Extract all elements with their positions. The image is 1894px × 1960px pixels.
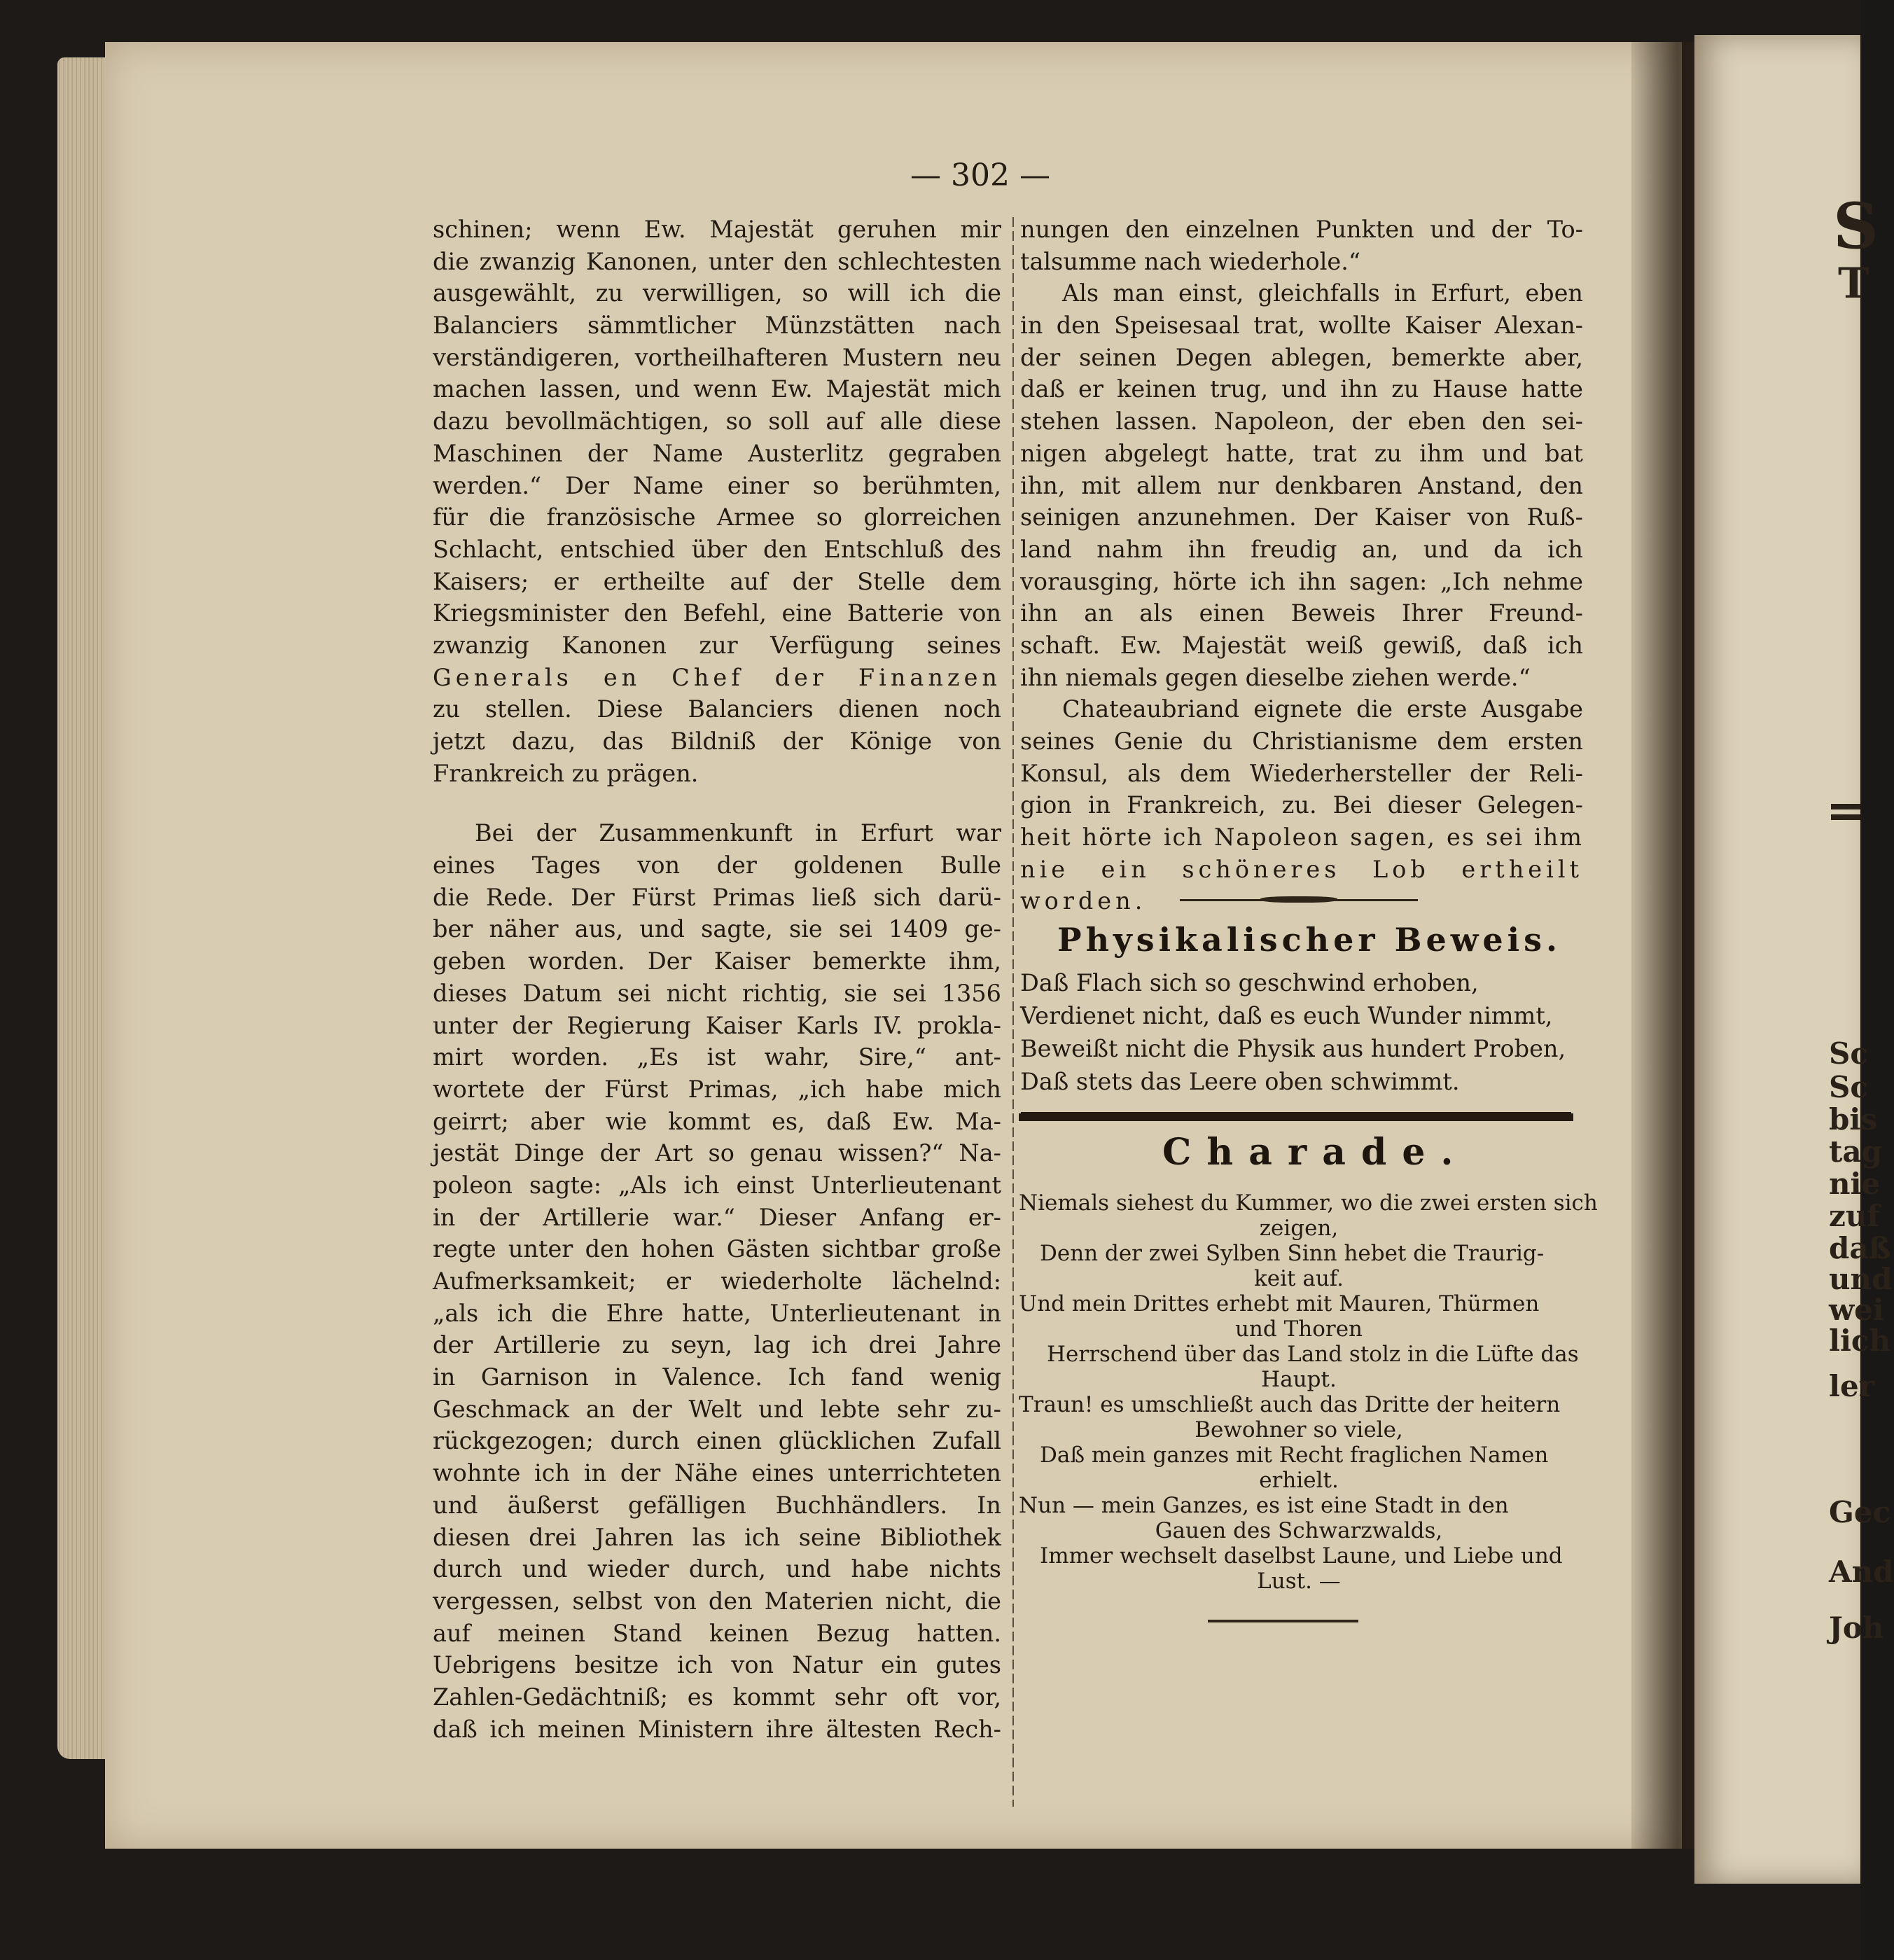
text-line: werden.“ Der Name einer so berühmten, xyxy=(433,471,1001,499)
paragraph-gap xyxy=(433,789,1001,817)
poem-line: zeigen, xyxy=(1259,1216,1339,1241)
text-line: Konsul, als dem Wiederhersteller der Reli- xyxy=(1020,759,1583,787)
poem-line: Daß stets das Leere oben schwimmt. xyxy=(1020,1068,1460,1095)
facing-page-fragment: lich xyxy=(1829,1323,1891,1358)
text-line: unter der Regierung Kaiser Karls IV. prokla- xyxy=(433,1011,1001,1039)
poem-line: erhielt. xyxy=(1259,1468,1339,1493)
facing-page-fragment: tag xyxy=(1829,1134,1882,1169)
text-line: talsumme nach wiederhole.“ xyxy=(1020,247,1361,275)
text-line: Generals en Chef der Finanzen xyxy=(433,663,1001,691)
text-line: schaft. Ew. Majestät weiß gewiß, daß ich xyxy=(1020,631,1583,659)
page-number-header: — 302 — xyxy=(910,158,1050,193)
poem-line: Traun! es umschließt auch das Dritte der heitern xyxy=(1019,1392,1561,1417)
text-line: Schlacht, entschied über den Entschluß des xyxy=(433,535,1001,563)
text-line: schinen; wenn Ew. Majestät geruhen mir xyxy=(433,216,1001,243)
text-line: in der Artillerie war.“ Dieser Anfang er- xyxy=(433,1203,1001,1231)
text-line: in Garnison in Valence. Ich fand wenig xyxy=(433,1363,1001,1391)
text-line: stehen lassen. Napoleon, der eben den sei- xyxy=(1020,408,1583,436)
poem-line: Gauen des Schwarzwalds, xyxy=(1155,1518,1443,1543)
text-line: ihn niemals gegen dieselbe ziehen werde.“ xyxy=(1020,663,1531,691)
text-line: zu stellen. Diese Balanciers dienen noch xyxy=(433,695,1001,723)
text-line: Kriegsminister den Befehl, eine Batterie von xyxy=(433,599,1001,627)
text-line: ihn an als einen Beweis Ihrer Freund- xyxy=(1020,599,1583,627)
poem-line: Bewohner so viele, xyxy=(1195,1417,1403,1443)
text-line: zwanzig Kanonen zur Verfügung seines xyxy=(433,631,1001,659)
text-line: Als man einst, gleichfalls in Erfurt, eben xyxy=(1062,279,1583,307)
facing-page-rule xyxy=(1831,804,1860,809)
facing-page-fragment: Gec xyxy=(1829,1495,1891,1529)
text-line: ihn, mit allem nur denkbaren Anstand, den xyxy=(1020,471,1583,499)
text-line: geben worden. Der Kaiser bemerkte ihm, xyxy=(433,947,1001,975)
facing-page-fragment: Sc xyxy=(1829,1036,1868,1071)
ornamental-separator xyxy=(1260,896,1337,903)
text-line: Balanciers sämmtlicher Münzstätten nach xyxy=(433,312,1001,340)
text-line: der seinen Degen ablegen, bemerkte aber, xyxy=(1020,343,1583,371)
text-line: dieses Datum sei nicht richtig, sie sei 1356 xyxy=(433,979,1001,1007)
text-line: land nahm ihn freudig an, und da ich xyxy=(1020,535,1583,563)
text-line: gion in Frankreich, zu. Bei dieser Gelegen- xyxy=(1020,791,1583,819)
text-line: rückgezogen; durch einen glücklichen Zufall xyxy=(433,1427,1001,1455)
text-line: „als ich die Ehre hatte, Unterlieutenant in xyxy=(433,1299,1001,1327)
text-line: Kaisers; er ertheilte auf der Stelle dem xyxy=(433,567,1001,595)
text-line: daß ich meinen Ministern ihre ältesten Rech- xyxy=(433,1715,1001,1743)
text-line: verständigeren, vortheilhafteren Mustern neu xyxy=(433,343,1001,371)
text-line: Zahlen-Gedächtniß; es kommt sehr oft vor, xyxy=(433,1683,1001,1711)
text-line: nungen den einzelnen Punkten und der To- xyxy=(1020,216,1583,243)
text-line: nie ein schöneres Lob ertheilt xyxy=(1020,855,1583,883)
physik-poem xyxy=(1020,966,1566,1098)
text-line: worden. xyxy=(1020,887,1147,915)
text-line: jestät Dinge der Art so genau wissen?“ Na- xyxy=(433,1139,1001,1167)
facing-page-fragment: Sc xyxy=(1829,1070,1868,1104)
facing-page-fragment: nie xyxy=(1829,1167,1881,1201)
poem-line: und Thoren xyxy=(1234,1316,1363,1342)
text-line: Maschinen der Name Austerlitz gegraben xyxy=(433,439,1001,467)
left-column xyxy=(433,214,1001,1745)
text-line: Geschmack an der Welt und lebte sehr zu- xyxy=(433,1395,1001,1423)
poem-line: Immer wechselt daselbst Laune, und Liebe und xyxy=(1040,1543,1563,1569)
text-line: poleon sagte: „Als ich einst Unterlieutenant xyxy=(433,1171,1001,1199)
text-line: geirrt; aber wie kommt es, daß Ew. Ma- xyxy=(433,1107,1001,1135)
poem-line: Und mein Drittes erhebt mit Mauren, Thürmen xyxy=(1019,1291,1540,1316)
facing-page-fragment: daß xyxy=(1829,1231,1891,1265)
facing-page-rule xyxy=(1831,814,1860,820)
facing-page-fragment: S xyxy=(1833,189,1879,263)
text-line: der Artillerie zu seyn, lag ich drei Jahre xyxy=(433,1331,1001,1359)
right-column xyxy=(1020,214,1583,917)
poem-line: Niemals siehest du Kummer, wo die zwei ersten sich xyxy=(1019,1190,1598,1216)
facing-page-fragment: zuf xyxy=(1829,1199,1880,1233)
text-line: für die französische Armee so glorreichen xyxy=(433,503,1001,531)
poem-line: Nun — mein Ganzes, es ist eine Stadt in den xyxy=(1019,1493,1509,1518)
facing-page xyxy=(1694,35,1860,1884)
poem-line: keit auf. xyxy=(1253,1266,1344,1291)
facing-page-fragment: Joh xyxy=(1829,1611,1884,1645)
text-line: Frankreich zu prägen. xyxy=(433,759,699,787)
text-line: diesen drei Jahren las ich seine Bibliothek xyxy=(433,1523,1001,1551)
text-line: und äußerst gefälligen Buchhändlers. In xyxy=(433,1491,1001,1519)
poem-line: Beweißt nicht die Physik aus hundert Proben, xyxy=(1020,1035,1566,1062)
facing-page-fragment: und xyxy=(1829,1262,1893,1296)
text-line: dazu bevollmächtigen, so soll auf alle diese xyxy=(433,408,1001,436)
text-line: heit hörte ich Napoleon sagen, es sei ihm xyxy=(1020,823,1583,852)
facing-page-fragment: ler xyxy=(1829,1369,1874,1403)
text-line: machen lassen, und wenn Ew. Majestät mich xyxy=(433,375,1001,403)
text-line: mirt worden. „Es ist wahr, Sire,“ ant- xyxy=(433,1043,1001,1071)
end-rule xyxy=(1208,1620,1358,1622)
poem-line: Verdienet nicht, daß es euch Wunder nimmt, xyxy=(1020,1002,1553,1029)
text-line: seines Genie du Christianisme dem ersten xyxy=(1020,728,1583,755)
text-line: auf meinen Stand keinen Bezug hatten. xyxy=(433,1619,1001,1647)
section-title-physik: Physikalischer Beweis. xyxy=(1057,921,1562,959)
text-line: ber näher aus, und sagte, sie sei 1409 ge- xyxy=(433,915,1001,943)
facing-page-fragment: T xyxy=(1838,259,1869,308)
text-line: jetzt dazu, das Bildniß der Könige von xyxy=(433,728,1001,755)
text-line: ausgewählt, zu verwilligen, so will ich die xyxy=(433,279,1001,307)
section-rule xyxy=(1019,1113,1573,1121)
poem-line: Herrschend über das Land stolz in die Lüfte das xyxy=(1047,1342,1579,1367)
poem-line: Daß Flach sich so geschwind erhoben, xyxy=(1020,969,1479,996)
facing-page-fragment: wei xyxy=(1829,1293,1884,1327)
poem-line: Haupt. xyxy=(1261,1367,1337,1392)
text-line: eines Tages von der goldenen Bulle xyxy=(433,852,1001,880)
text-line: vorausging, hörte ich ihn sagen: „Ich nehme xyxy=(1020,567,1583,595)
text-line: Uebrigens besitze ich von Natur ein gutes xyxy=(433,1651,1001,1679)
text-line: wohnte ich in der Nähe eines unterrichteten xyxy=(433,1459,1001,1487)
section-title-charade: Charade. xyxy=(1162,1131,1469,1174)
text-line: die Rede. Der Fürst Primas ließ sich darü- xyxy=(433,883,1001,911)
text-line: daß er keinen trug, und ihn zu Hause hatte xyxy=(1020,375,1583,403)
charade-poem xyxy=(1019,1190,1598,1594)
text-line: die zwanzig Kanonen, unter den schlechtesten xyxy=(433,247,1001,275)
text-line: seinigen anzunehmen. Der Kaiser von Ruß- xyxy=(1020,503,1583,531)
text-line: Aufmerksamkeit; er wiederholte lächelnd: xyxy=(433,1267,1001,1295)
text-line: in den Speisesaal trat, wollte Kaiser Alexan- xyxy=(1020,312,1583,340)
text-line: vergessen, selbst von den Materien nicht, die xyxy=(433,1587,1001,1615)
text-line: durch und wieder durch, und habe nichts xyxy=(433,1555,1001,1583)
text-line: wortete der Fürst Primas, „ich habe mich xyxy=(433,1075,1001,1103)
poem-line: Daß mein ganzes mit Recht fraglichen Namen xyxy=(1040,1443,1549,1468)
column-divider xyxy=(1012,217,1014,1807)
text-line: regte unter den hohen Gästen sichtbar große xyxy=(433,1235,1001,1263)
facing-page-fragment: And xyxy=(1829,1555,1894,1589)
text-line: Bei der Zusammenkunft in Erfurt war xyxy=(475,819,1001,847)
facing-page-fragment: bis xyxy=(1829,1102,1877,1137)
poem-line: Denn der zwei Sylben Sinn hebet die Traurig- xyxy=(1040,1241,1545,1266)
text-line: Chateaubriand eignete die erste Ausgabe xyxy=(1062,695,1583,723)
poem-line: Lust. — xyxy=(1257,1569,1341,1594)
text-line: nigen abgelegt hatte, trat zu ihm und bat xyxy=(1020,439,1583,467)
